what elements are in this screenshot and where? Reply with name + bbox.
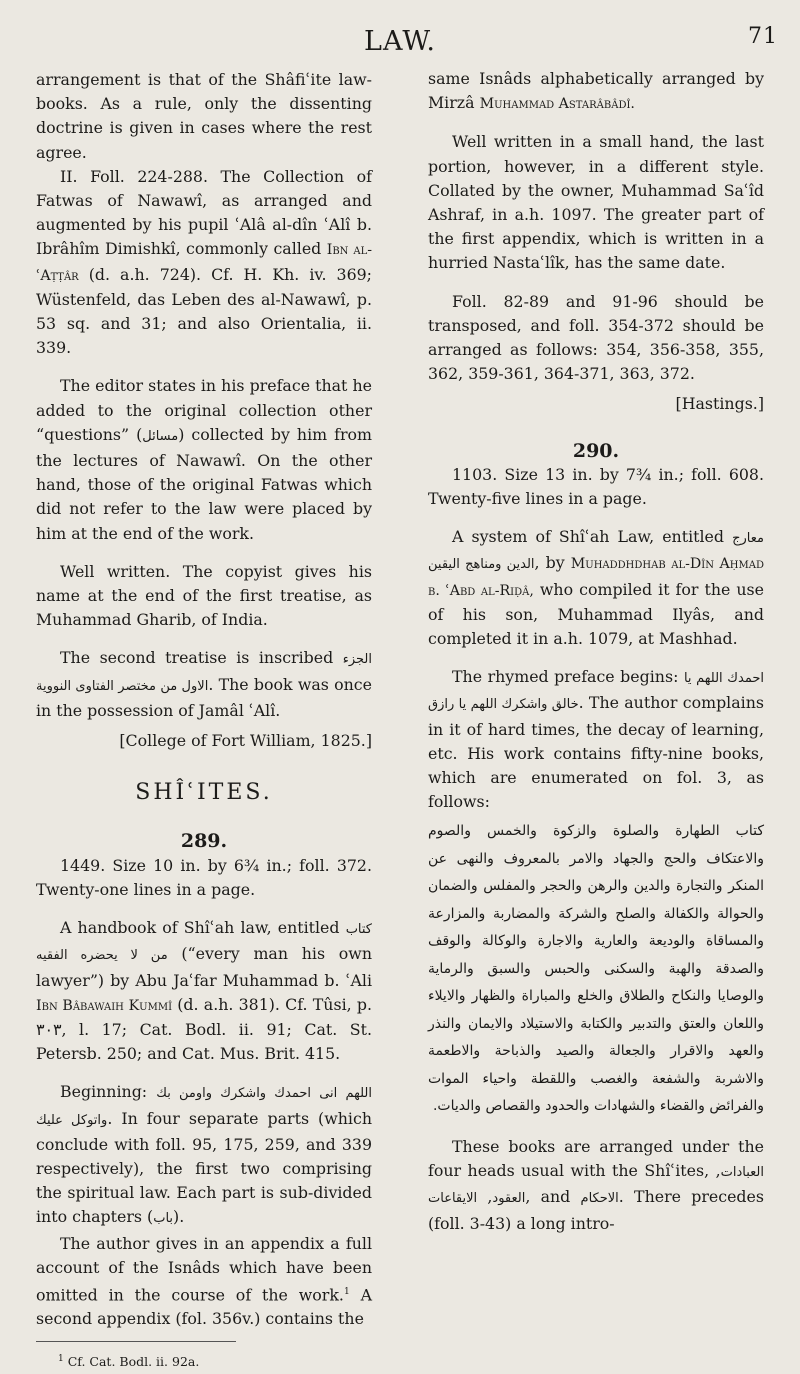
left-para-6: 1449. Size 10 in. by 6¾ in.; foll. 372. Twenty-one lines in a page.: [36, 855, 372, 899]
right-para-7: [428, 1135, 764, 1236]
left-column: [36, 68, 372, 1374]
footnote-text: Cf. Cat. Bodl. ii. 92a.: [67, 1353, 200, 1369]
footnote-mark: 1: [58, 1353, 64, 1364]
entry-number: 290.: [572, 439, 620, 462]
right-para-2: Well written in a small hand, the last portion, however, in a different style. Collated by the owner, Muhammad Saʿîd Ashraf, in a.h. 1097. The greater part of the first appendix, which is written in a hurried Nastaʿlîk, has the same date.: [428, 132, 764, 273]
left-para-9: [36, 1232, 372, 1332]
para-text: , and: [525, 1187, 571, 1207]
para-text: The editor states in his preface that he added to the original collection other “questions” (: [36, 376, 372, 444]
para-text: , by: [534, 553, 565, 573]
footnote: [36, 1347, 372, 1374]
arabic-term: مسائل: [142, 428, 179, 444]
left-para-2: [36, 165, 372, 361]
punct: ,: [715, 1161, 721, 1181]
right-column: [428, 67, 764, 1236]
para-text: . The book was once in the possession of Jamâl ʿAlî.: [36, 674, 372, 720]
para-text: A handbook of Shîʿah law, entitled: [60, 918, 340, 938]
arabic-quote: اللهم انى احمدك واشكرك واومن بك واتوكل عليك: [36, 1086, 372, 1128]
left-para-1: arrangement is that of the Shâfiʿite law-books. As a rule, only the dissenting doctrine is given in cases where the rest agree.: [36, 70, 372, 162]
para-text: The second treatise is inscribed: [60, 648, 334, 668]
para-text: The author gives in an appendix a full account of the Isnâds which have been omitted in the course of the work.: [36, 1233, 372, 1305]
left-para-5: [36, 646, 372, 723]
entry-number: 289.: [180, 830, 228, 853]
right-para-1: [428, 67, 764, 116]
right-para-4: 1103. Size 13 in. by 7¾ in.; foll. 608. Twenty-five lines in a page.: [428, 464, 764, 509]
para-text: A second appendix (fol. 356v.) contains the: [36, 1285, 372, 1329]
para-text: Foll. 224-288. The Collection of Fatwas of Nawawî, as arranged and augmented by his pupil ʿAlâ al-dîn ʿAlî b. Ibrâhîm Dimishkî, commonly called: [36, 166, 372, 259]
arabic-book-list: كتاب الطهارة والصلوة والزكوة والخمس والصوم والاعتكاف والحج والجهاد والامر بالمعروف والنهى عن المنكر والتجارة والدين والرهن والحجر والمفلس والضمان والحوالة والكفالة والصلح والشركة والمضاربة والمزارعة والمساقاة والوديعة والعارية والاجارة والوكالة والوقف والصدقة والهبة والسكنى والحبس والسبق والرماية والوصايا والنكاح والطلاق والخلع والمباراة والظهار والايلاء واللعان والعتق والتدبير والكتابة والاستيلاد والايمان والنذر والعهد والاقرار والجعالة والصيد والذباحة والاطعمة والاشربة والشفعة والغصب واللقطة واحياء الموات والفرائض والقضاء والشهادات والحدود والقصاص والديات.: [428, 823, 764, 1115]
left-para-4: Well written. The copyist gives his name at the end of the first treatise, as Muhammad Gharib, of India.: [36, 561, 372, 630]
para-text: same Isnâds alphabetically arranged by Mirzâ: [428, 69, 764, 113]
arabic-term: الايقاعات: [428, 1191, 478, 1207]
item-number: II.: [60, 166, 78, 186]
para-text: who compiled it for the use of his son, Muhammad Ilyâs, and completed it in a.h. 1079, at Mashhad.: [428, 579, 764, 649]
footnote-rule: [36, 1341, 236, 1342]
para-text: . The author complains in it of hard times, the decay of learning, etc. His work contains fifty-nine books, which are enumerated on fol. 3, as follows:: [428, 693, 764, 812]
author-name: Ibn al-ʿAṭṭâr: [36, 242, 373, 284]
right-para-6: [428, 665, 764, 814]
arabic-title: كتاب من لا يحضره الفقيه: [36, 922, 372, 964]
para-text: (d. a.h. 724). Cf. H. Kh. iv. 369; Wüstenfeld, das Leben des al-Nawawî, p. 53 sq. and 31; and also Orientalia, ii. 339.: [36, 264, 372, 358]
para-text: A system of Shîʿah Law, entitled: [452, 527, 724, 547]
para-text: . In four separate parts (which conclude with foll. 95, 175, 259, and 339 respectively), the first two comprising the spiritual law. Each part is sub-divided into chapters (: [36, 1108, 372, 1227]
arabic-term: العقود: [492, 1191, 526, 1207]
arabic-quote: احمدك اللهم يا خالق واشكرك اللهم يا رازق: [428, 671, 764, 713]
left-para-3: [36, 374, 372, 545]
para-text: Beginning:: [60, 1082, 148, 1102]
para-text: The rhymed preface begins:: [452, 667, 679, 687]
arabic-title: معارج الدين ومناهج اليقين: [428, 531, 764, 573]
para-text: . There precedes (foll. 3-43) a long intro-: [428, 1187, 764, 1233]
author-name: Ibn Bâbawaih Kummî: [36, 997, 173, 1014]
para-text: ) collected by him from the lectures of Nawawî. On the other hand, those of the original Fatwas which did not refer to the law were placed by him at the end of the work.: [36, 424, 372, 543]
page-number: 71: [748, 24, 778, 49]
source-attribution: [Hastings.]: [675, 394, 764, 414]
right-para-3: Foll. 82-89 and 91-96 should be transposed, and foll. 354-372 should be arranged as follows: 354, 356-358, 355, 362, 359-361, 364-371, 363, 372.: [428, 291, 764, 384]
author-name: Muhaddhdhab al-Dîn Aḥmad b. ʿAbd al-Riḍâ,: [428, 556, 764, 599]
footnote-ref: 1: [343, 1286, 350, 1297]
para-text: (“every man his own lawyer”) by Abu Jaʿfar Muhammad b. ʿAli: [36, 944, 372, 990]
arabic-term: الاحكام: [580, 1191, 619, 1207]
arabic-term: باب: [153, 1211, 174, 1227]
arabic-title: الجزء الاول من مختصر الفتاوى النووية: [36, 652, 372, 694]
right-para-5: [428, 525, 764, 651]
para-text: (d. a.h. 381). Cf. Tûsi, p. ٣٠٣, l. 17; Cat. Bodl. ii. 91; Cat. St. Petersb. 250; and Cat. Mus. Brit. 415.: [36, 994, 372, 1064]
para-text: ).: [173, 1207, 185, 1227]
source-attribution: [College of Fort William, 1825.]: [119, 731, 372, 751]
left-para-7: [36, 916, 372, 1066]
left-para-8: [36, 1080, 372, 1231]
page-title: LAW.: [364, 26, 436, 57]
author-name: Muhammad Astarâbâdî.: [479, 96, 635, 113]
section-heading: SHÎʿITES.: [135, 780, 273, 806]
arabic-term: العبادات: [720, 1165, 764, 1181]
para-text: These books are arranged under the four heads usual with the Shîʿites,: [428, 1136, 764, 1181]
punct: ,: [487, 1187, 493, 1207]
